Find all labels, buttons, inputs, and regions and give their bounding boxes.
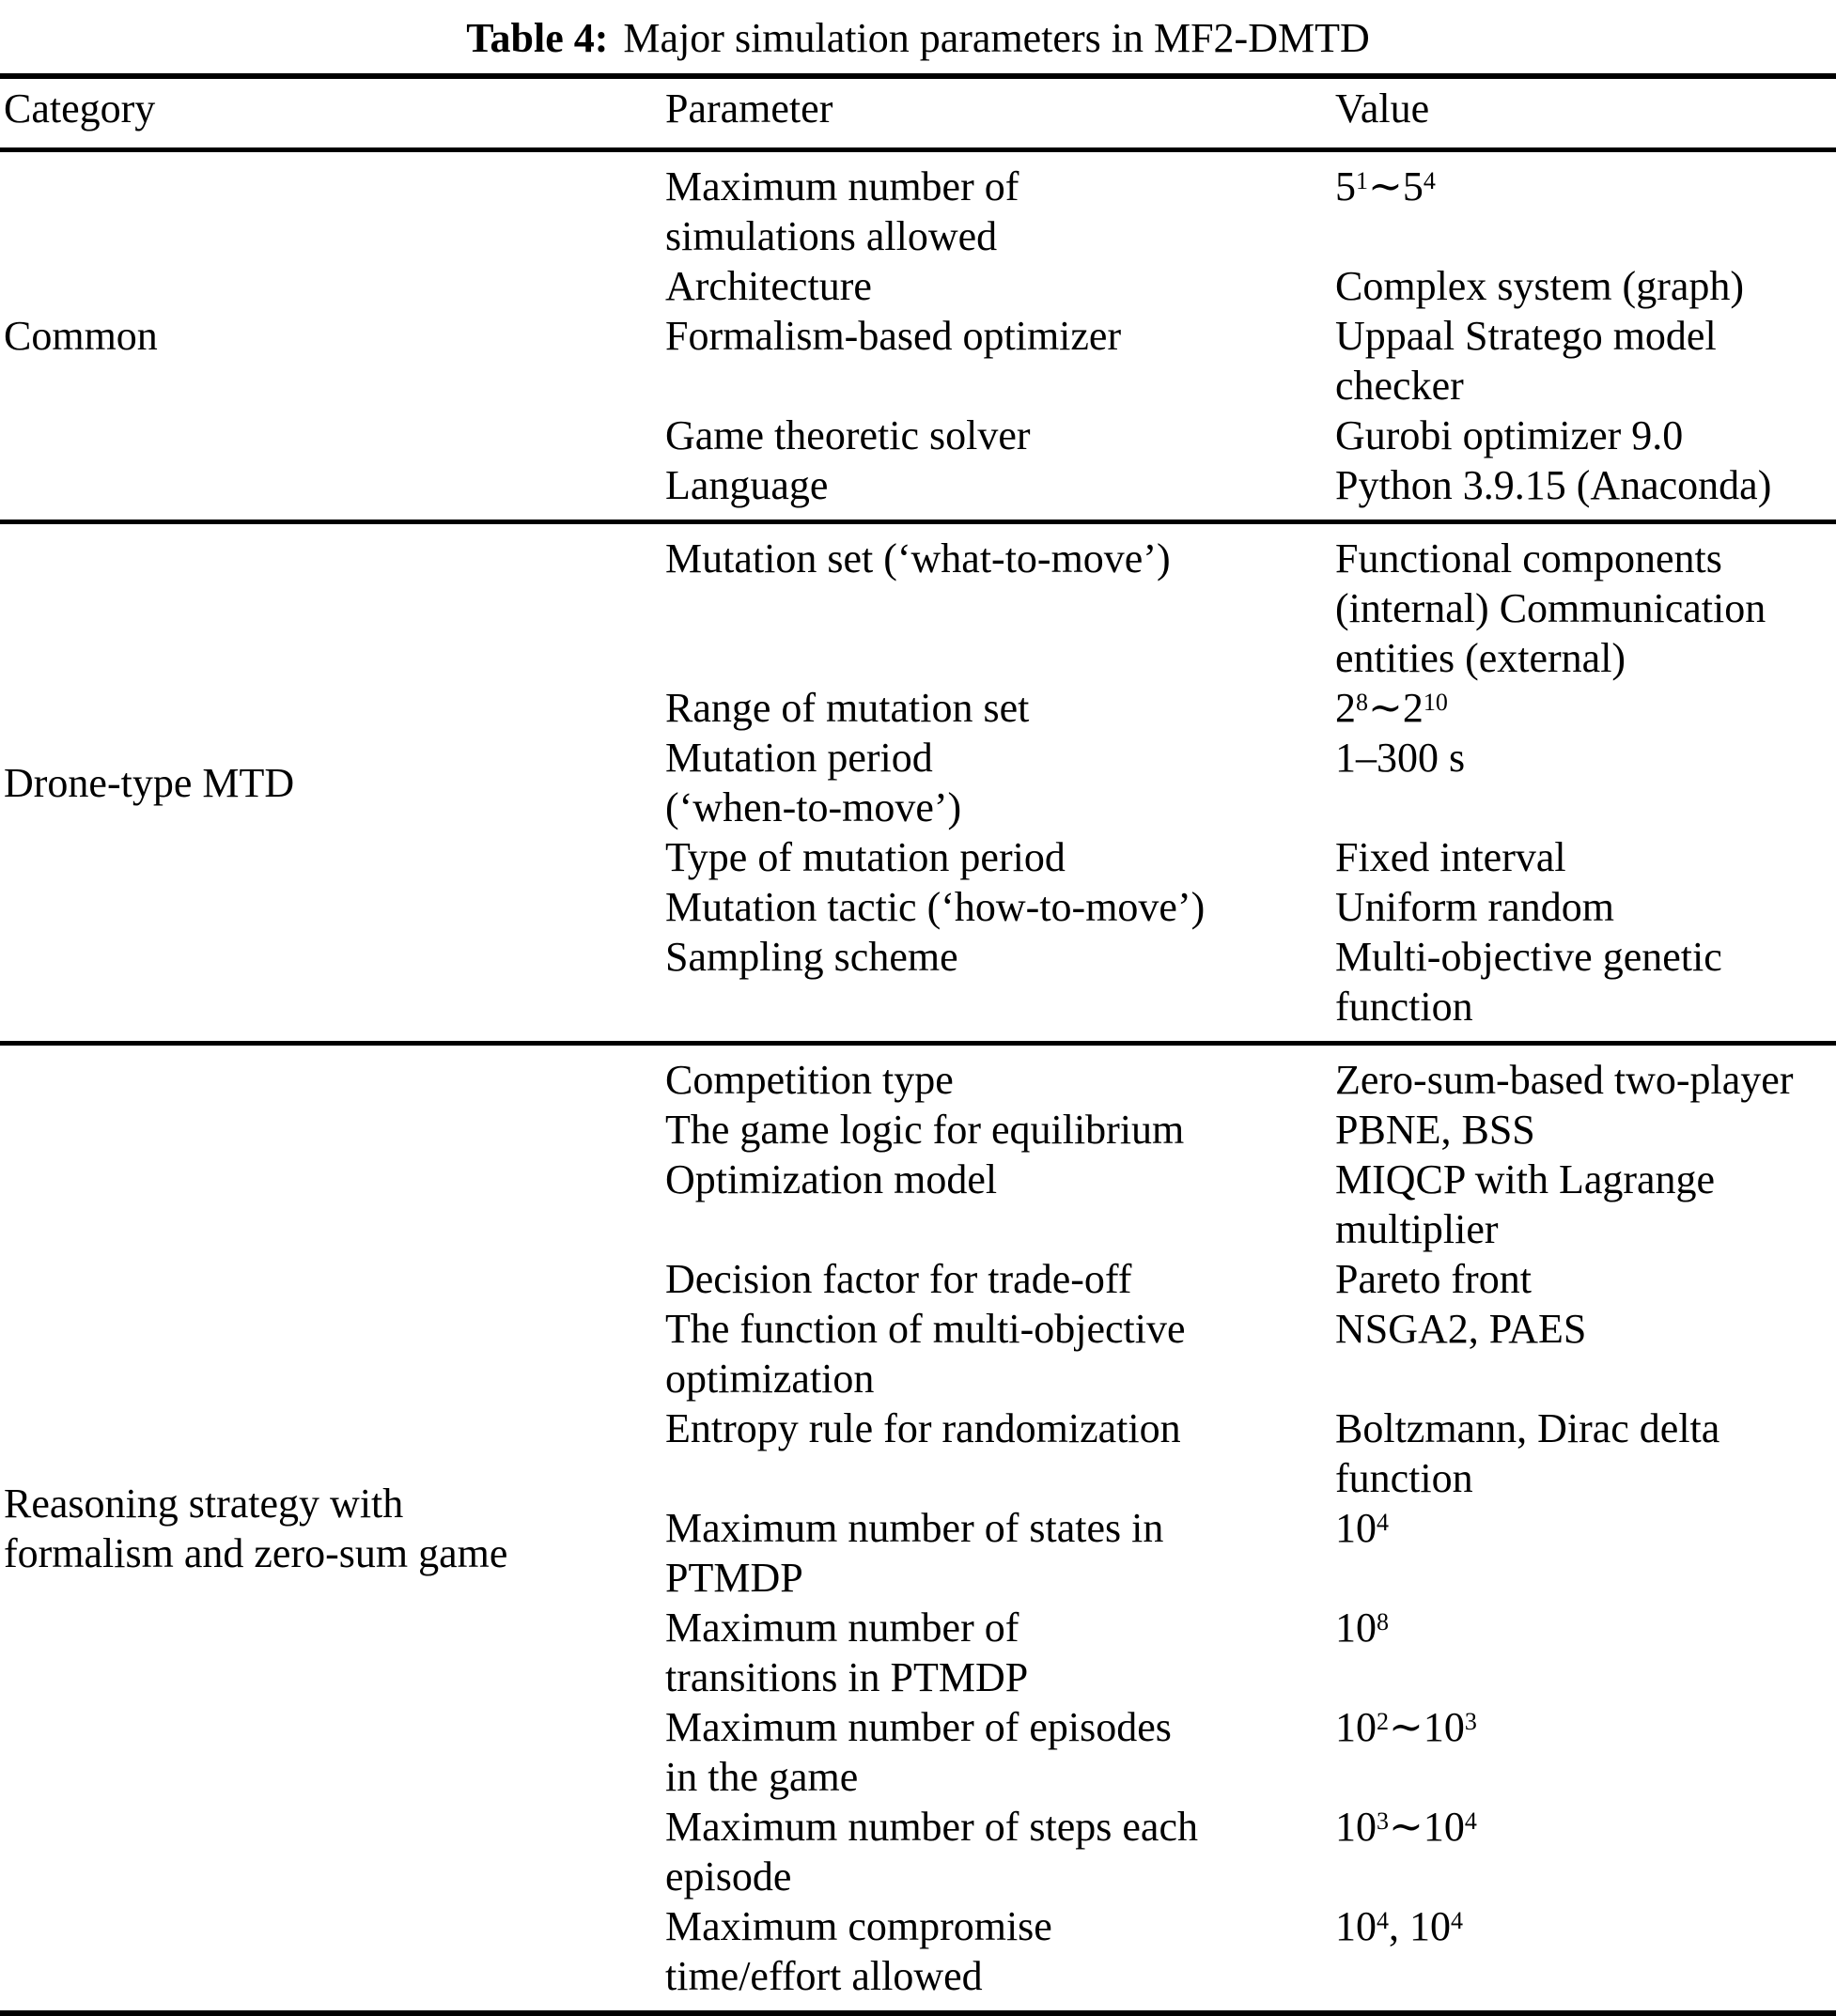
text-line: $10^3\sim 10^4$ xyxy=(1335,1804,1477,1850)
text-line: Mutation tactic (‘how-to-move’) xyxy=(665,884,1206,930)
superscript: 3 xyxy=(1464,1707,1477,1735)
table-row xyxy=(665,733,1836,832)
value-cell xyxy=(1335,1702,1836,1752)
category-cell xyxy=(0,1479,665,1578)
text-line: Maximum number of xyxy=(665,1605,1019,1651)
text-line: Formalism-based optimizer xyxy=(665,313,1122,359)
table-row xyxy=(665,1254,1836,1304)
text-line: function xyxy=(1335,1455,1473,1501)
parameter-cell xyxy=(665,261,1335,311)
category-line: formalism and zero-sum game xyxy=(4,1529,508,1576)
parameter-cell xyxy=(665,733,1335,832)
parameter-cell xyxy=(665,1802,1335,1901)
table-section xyxy=(0,524,1836,1041)
section-rows xyxy=(665,534,1836,1031)
text-line: $10^4$, $10^4$ xyxy=(1335,1903,1463,1949)
text-line: $10^4$ xyxy=(1335,1505,1389,1551)
superscript: 4 xyxy=(1423,166,1436,194)
table-row xyxy=(665,411,1836,460)
table-row xyxy=(665,162,1836,261)
text-line: The function of multi-objective xyxy=(665,1306,1186,1352)
text-line: episode xyxy=(665,1853,792,1900)
parameter-cell xyxy=(665,1403,1335,1453)
superscript: 2 xyxy=(1377,1707,1389,1735)
text-line: Sampling scheme xyxy=(665,934,958,980)
text-line: Maximum number of states in xyxy=(665,1505,1164,1551)
parameter-cell xyxy=(665,460,1335,510)
text-line: multiplier xyxy=(1335,1206,1499,1252)
table-row xyxy=(665,882,1836,932)
parameter-cell xyxy=(665,1105,1335,1155)
text-line: NSGA2, PAES xyxy=(1335,1306,1587,1352)
text-line: Language xyxy=(665,462,829,508)
column-header-parameter: Parameter xyxy=(665,85,833,132)
text-line: Type of mutation period xyxy=(665,834,1066,880)
table-row xyxy=(665,1403,1836,1503)
text-line: Mutation period xyxy=(665,735,933,781)
text-line: Decision factor for trade-off xyxy=(665,1256,1132,1302)
text-line: simulations allowed xyxy=(665,213,998,259)
text-line: Python 3.9.15 (Anaconda) xyxy=(1335,462,1772,508)
text-line: Maximum number of episodes xyxy=(665,1704,1172,1750)
text-line: Boltzmann, Dirac delta xyxy=(1335,1405,1720,1451)
parameter-cell xyxy=(665,411,1335,460)
text-line: Range of mutation set xyxy=(665,685,1030,731)
value-cell xyxy=(1335,932,1836,1031)
table-row xyxy=(665,261,1836,311)
text-line: Maximum number of steps each xyxy=(665,1804,1198,1850)
table-row xyxy=(665,1503,1836,1603)
text-line: Maximum compromise xyxy=(665,1903,1052,1949)
value-cell xyxy=(1335,882,1836,932)
text-line: time/effort allowed xyxy=(665,1953,983,1999)
superscript: 8 xyxy=(1356,688,1368,716)
text-line: Functional components xyxy=(1335,535,1722,582)
header-row xyxy=(0,79,1836,147)
parameter-cell xyxy=(665,683,1335,733)
table-row xyxy=(665,1603,1836,1702)
text-line: entities (external) xyxy=(1335,635,1626,681)
table-row xyxy=(665,1105,1836,1155)
text-line: Multi-objective genetic xyxy=(1335,934,1722,980)
text-line: Maximum number of xyxy=(665,163,1019,209)
table-caption-label: Table 4: xyxy=(466,15,609,61)
text-line: in the game xyxy=(665,1754,859,1800)
value-cell xyxy=(1335,1802,1836,1852)
table-row xyxy=(665,683,1836,733)
column-header-category: Category xyxy=(4,85,156,132)
value-cell xyxy=(1335,1055,1836,1105)
superscript: 1 xyxy=(1356,166,1368,194)
bottom-rule xyxy=(0,2010,1836,2016)
text-line: Entropy rule for randomization xyxy=(665,1405,1181,1451)
parameter-cell xyxy=(665,1702,1335,1802)
table-caption xyxy=(0,0,1836,73)
value-cell xyxy=(1335,1603,1836,1652)
column-header-value: Value xyxy=(1335,85,1430,132)
section-rows xyxy=(665,1055,1836,2001)
table-row xyxy=(665,1901,1836,2001)
value-cell xyxy=(1335,1503,1836,1553)
parameter-cell xyxy=(665,1603,1335,1702)
text-line: $2^8\sim 2^{10}$ xyxy=(1335,685,1448,731)
value-cell xyxy=(1335,1901,1836,1951)
parameter-cell xyxy=(665,1304,1335,1403)
value-cell xyxy=(1335,1254,1836,1304)
text-line: (‘when-to-move’) xyxy=(665,784,962,830)
text-line: Zero-sum-based two-player xyxy=(1335,1057,1794,1103)
text-line: 1–300 s xyxy=(1335,735,1466,781)
text-line: MIQCP with Lagrange xyxy=(1335,1156,1716,1202)
parameter-cell xyxy=(665,882,1335,932)
text-line: $10^8$ xyxy=(1335,1605,1389,1651)
table-row xyxy=(665,1802,1836,1901)
superscript: 3 xyxy=(1377,1807,1389,1835)
value-cell xyxy=(1335,460,1836,510)
table-row xyxy=(665,1702,1836,1802)
parameter-cell xyxy=(665,162,1335,261)
text-line: PTMDP xyxy=(665,1555,803,1601)
value-cell xyxy=(1335,683,1836,733)
section-rows xyxy=(665,162,1836,510)
parameter-cell xyxy=(665,1055,1335,1105)
parameter-cell xyxy=(665,534,1335,583)
value-cell xyxy=(1335,1105,1836,1155)
text-line: Uniform random xyxy=(1335,884,1614,930)
table-section xyxy=(0,152,1836,520)
text-line: Pareto front xyxy=(1335,1256,1532,1302)
superscript: 8 xyxy=(1377,1607,1389,1636)
text-line: Mutation set (‘what-to-move’) xyxy=(665,535,1171,582)
text-line: Gurobi optimizer 9.0 xyxy=(1335,412,1684,458)
text-line: Game theoretic solver xyxy=(665,412,1031,458)
superscript: 10 xyxy=(1423,688,1448,716)
value-cell xyxy=(1335,832,1836,882)
table-row xyxy=(665,460,1836,510)
table-row xyxy=(665,311,1836,411)
table-body xyxy=(0,152,1836,2010)
parameter-cell xyxy=(665,932,1335,982)
category-line: Drone-type MTD xyxy=(4,759,295,806)
text-line: Uppaal Stratego model xyxy=(1335,313,1717,359)
parameter-cell xyxy=(665,1503,1335,1603)
value-cell xyxy=(1335,261,1836,311)
text-line: Architecture xyxy=(665,263,872,309)
category-line: Common xyxy=(4,313,158,359)
parameter-cell xyxy=(665,1155,1335,1204)
table-row xyxy=(665,832,1836,882)
superscript: 4 xyxy=(1451,1906,1463,1934)
value-cell xyxy=(1335,311,1836,411)
category-cell xyxy=(0,758,665,808)
text-line: Complex system (graph) xyxy=(1335,263,1745,309)
text-line: Optimization model xyxy=(665,1156,998,1202)
value-cell xyxy=(1335,534,1836,683)
text-line: (internal) Communication xyxy=(1335,585,1766,631)
table-caption-text: Major simulation parameters in MF2-DMTD xyxy=(623,15,1370,61)
text-line: optimization xyxy=(665,1356,875,1402)
table-row xyxy=(665,1155,1836,1254)
text-line: Competition type xyxy=(665,1057,954,1103)
superscript: 4 xyxy=(1377,1508,1389,1536)
table-row xyxy=(665,1304,1836,1403)
text-line: checker xyxy=(1335,363,1464,409)
table-row xyxy=(665,932,1836,1031)
category-cell xyxy=(0,311,665,361)
parameter-cell xyxy=(665,1254,1335,1304)
value-cell xyxy=(1335,1155,1836,1254)
superscript: 4 xyxy=(1377,1906,1389,1934)
value-cell xyxy=(1335,1403,1836,1503)
value-cell xyxy=(1335,733,1836,783)
value-cell xyxy=(1335,411,1836,460)
text-line: $5^1\sim 5^4$ xyxy=(1335,163,1436,209)
category-line: Reasoning strategy with xyxy=(4,1480,404,1527)
value-cell xyxy=(1335,162,1836,211)
text-line: PBNE, BSS xyxy=(1335,1107,1535,1153)
text-line: The game logic for equilibrium xyxy=(665,1107,1185,1153)
text-line: function xyxy=(1335,984,1473,1030)
text-line: Fixed interval xyxy=(1335,834,1566,880)
parameter-cell xyxy=(665,1901,1335,2001)
value-cell xyxy=(1335,1304,1836,1354)
table-row xyxy=(665,1055,1836,1105)
parameter-cell xyxy=(665,311,1335,361)
table-section xyxy=(0,1046,1836,2010)
superscript: 4 xyxy=(1464,1807,1477,1835)
text-line: $10^2\sim 10^3$ xyxy=(1335,1704,1477,1750)
parameter-cell xyxy=(665,832,1335,882)
text-line: transitions in PTMDP xyxy=(665,1654,1029,1700)
table-row xyxy=(665,534,1836,683)
